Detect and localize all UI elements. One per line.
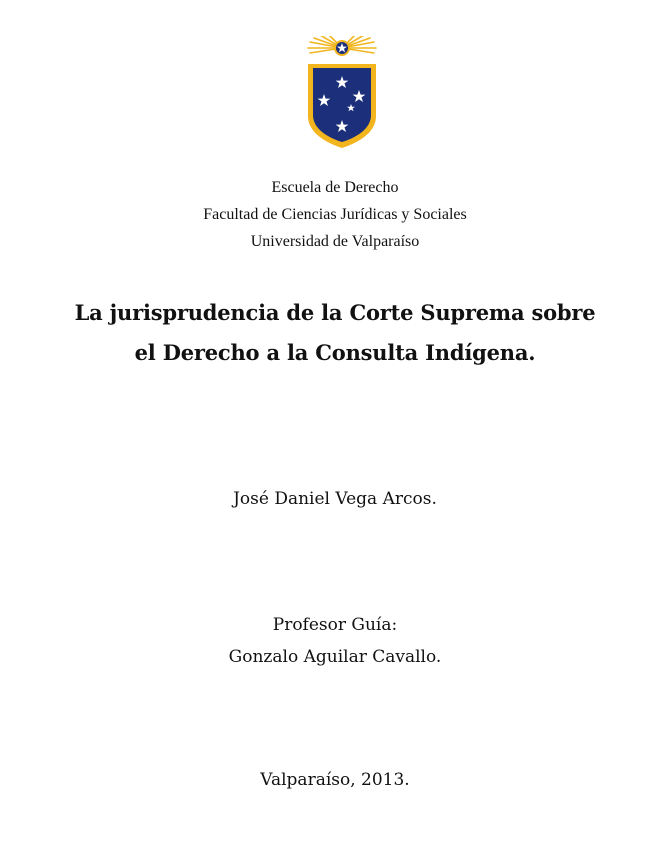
thesis-title-line-2: el Derecho a la Consulta Indígena.: [134, 340, 536, 365]
advisor-name: Gonzalo Aguilar Cavallo.: [228, 647, 442, 667]
school-name: Escuela de Derecho: [271, 179, 399, 196]
university-name: Universidad de Valparaíso: [250, 233, 420, 250]
university-crest-icon: [304, 36, 380, 150]
author-name: José Daniel Vega Arcos.: [233, 489, 437, 509]
advisor-label: Profesor Guía:: [272, 615, 398, 635]
place-and-date: Valparaíso, 2013.: [260, 770, 410, 790]
faculty-name: Facultad de Ciencias Jurídicas y Sociales: [203, 206, 467, 223]
thesis-title-line-1: La jurisprudencia de la Corte Suprema sobre: [74, 300, 596, 325]
